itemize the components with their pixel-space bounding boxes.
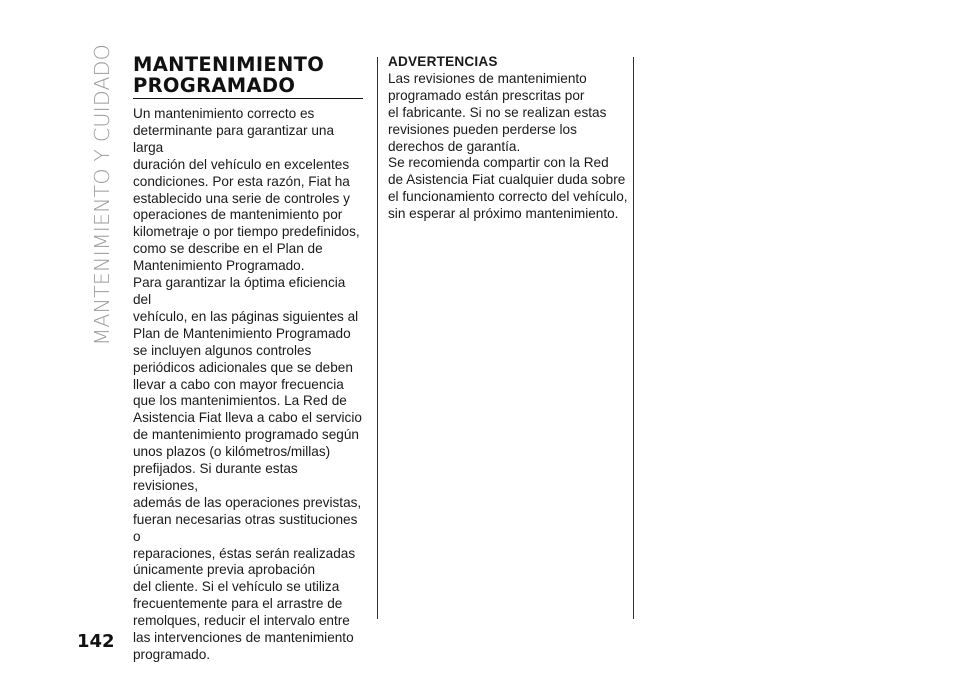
- column-divider-right: [633, 57, 634, 619]
- chapter-side-title-text: MANTENIMIENTO Y CUIDADO: [90, 44, 114, 346]
- warnings-paragraph-2: Se recomienda compartir con la Red de Asistencia Fiat cualquier duda sobre el funcionamiento correcto del vehículo, sin esperar al próximo mantenimiento.: [388, 155, 628, 222]
- page-number: 142: [77, 631, 115, 652]
- warnings-heading: ADVERTENCIAS: [388, 54, 498, 69]
- section-title: [133, 54, 365, 96]
- main-column: [133, 54, 365, 664]
- chapter-side-title: [82, 44, 122, 346]
- section-title-line2: PROGRAMADO: [133, 74, 296, 97]
- section-title-line1: MANTENIMIENTO: [133, 53, 325, 76]
- section-paragraph-2: Para garantizar la óptima eficiencia del vehículo, en las páginas siguientes al Plan de Mantenimiento Programado se incluyen algunos controles periódicos adicionales que se deben llevar a cabo con mayor frecuencia que los mantenimientos. La Red de Asistencia Fiat lleva a cabo el servicio de mantenimiento programado según unos plazos (o kilómetros/millas) prefijados. Si durante estas revisiones, además de las operaciones previstas, fueran necesarias otras sustituciones o reparaciones, éstas serán realizadas únicamente previa aprobación del cliente. Si el vehículo se utiliza frecuentemente para el arrastre de remolques, reducir el intervalo entre las intervenciones de mantenimiento programado.: [133, 275, 362, 662]
- column-divider-left: [377, 57, 378, 619]
- warnings-paragraph-1: Las revisiones de mantenimiento programado están prescritas por el fabricante. Si no se realizan estas revisiones pueden perderse los derechos de garantía.: [388, 70, 607, 154]
- warnings-column: [388, 54, 628, 223]
- section-paragraph-1: Un mantenimiento correcto es determinante para garantizar una larga duración del vehículo en excelentes condiciones. Por esta razón, Fiat ha establecido una serie de controles y operaciones de mantenimiento por kilometraje o por tiempo predefinidos, como se describe en el Plan de Mantenimiento Programado.: [133, 106, 360, 274]
- title-underline: [133, 98, 363, 99]
